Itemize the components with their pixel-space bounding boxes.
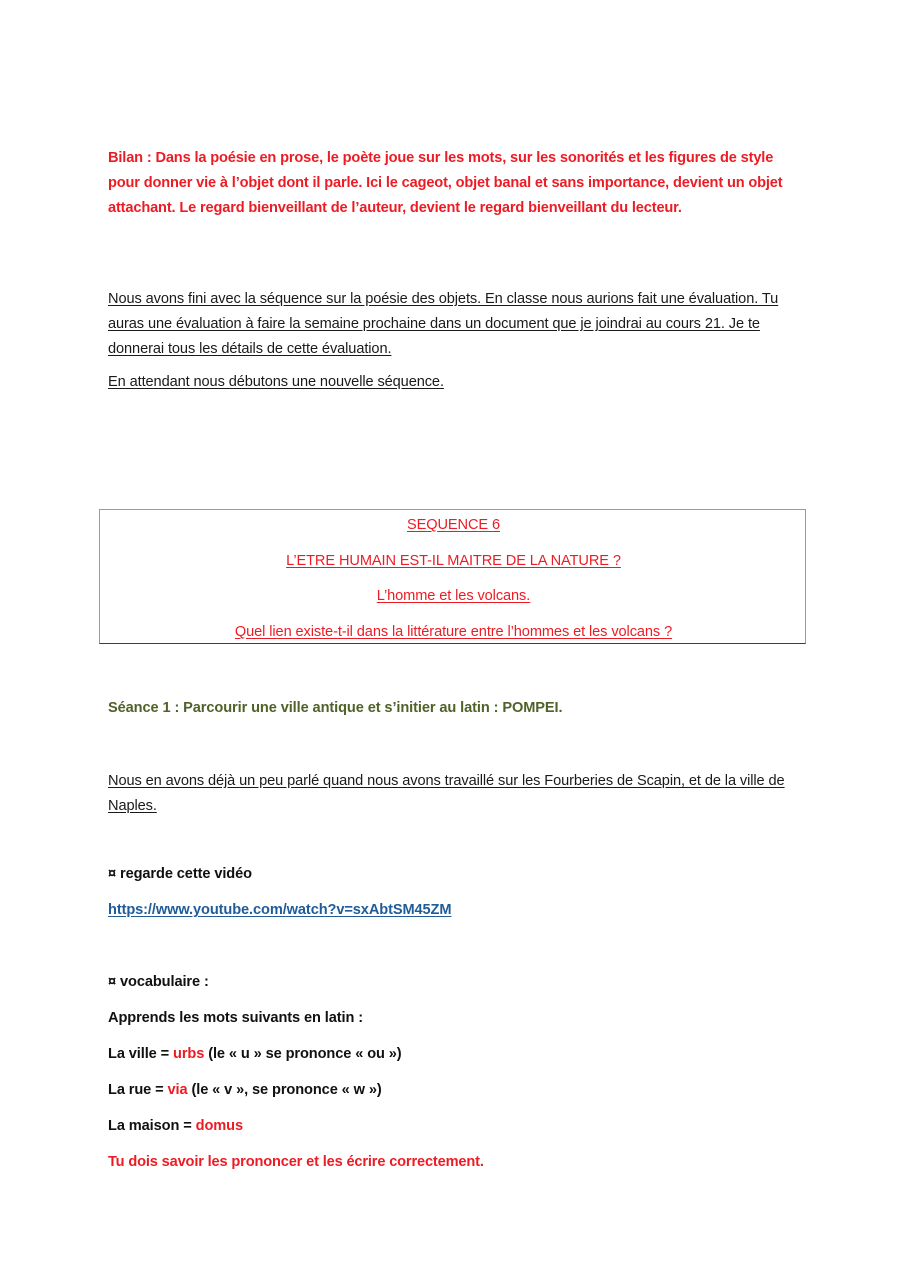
currency-bullet-icon: ¤ xyxy=(108,866,117,882)
entry-prefix: La ville = xyxy=(108,1046,174,1062)
latin-word-domus: domus xyxy=(195,1118,243,1134)
sequence-question-text: L’ETRE HUMAIN EST-IL MAITRE DE LA NATURE ? xyxy=(286,553,621,569)
sequence-box-line-2 xyxy=(100,553,807,569)
entry-suffix: (le « v », se prononce « w ») xyxy=(187,1082,382,1098)
entry-prefix: La rue = xyxy=(108,1082,168,1098)
latin-word-urbs: urbs xyxy=(173,1046,205,1062)
video-instruction-label: regarde cette vidéo xyxy=(120,866,252,882)
vocabulary-entry-ville xyxy=(108,1042,808,1067)
vocabulary-bullet-line xyxy=(108,970,808,995)
vocabulary-entry-rue xyxy=(108,1078,808,1103)
scapin-paragraph: Nous en avons déjà un peu parlé quand nous avons travaillé sur les Fourberies de Scapin, et de la ville de Naples. xyxy=(108,773,785,815)
new-sequence-paragraph: En attendant nous débutons une nouvelle séquence. xyxy=(108,374,444,390)
sequence-box xyxy=(99,509,806,644)
vocabulary-instruction: Apprends les mots suivants en latin : xyxy=(108,1010,363,1026)
bilan-paragraph: Bilan : Dans la poésie en prose, le poète joue sur les mots, sur les sonorités et les figures de style pour donner vie à l’objet dont il parle. Ici le cageot, objet banal et sans importance, devient un objet attachant. Le regard bienveillant de l’auteur, devient le regard bienveillant du lecteur. xyxy=(108,150,783,217)
sequence-problem-text: Quel lien existe-t-il dans la littérature entre l’hommes et les volcans ? xyxy=(234,624,673,640)
sequence-number-text: SEQUENCE 6 xyxy=(406,517,501,533)
vocabulary-heading-label: vocabulaire : xyxy=(120,974,209,990)
sequence-box-line-1 xyxy=(100,517,807,533)
latin-word-via: via xyxy=(167,1082,188,1098)
vocabulary-closing-note: Tu dois savoir les prononcer et les écrire correctement. xyxy=(108,1154,484,1170)
entry-prefix: La maison = xyxy=(108,1118,196,1134)
entry-suffix: (le « u » se prononce « ou ») xyxy=(204,1046,402,1062)
sequence-box-line-3 xyxy=(100,588,807,604)
evaluation-paragraph: Nous avons fini avec la séquence sur la poésie des objets. En classe nous aurions fait une évaluation. Tu auras une évaluation à faire la semaine prochaine dans un document que je joindrai au cours 21. Je te donnerai tous les détails de cette évaluation. xyxy=(108,291,779,358)
youtube-video-link[interactable]: https://www.youtube.com/watch?v=sxAbtSM45ZM xyxy=(108,902,452,918)
video-link-line xyxy=(108,898,808,923)
sequence-box-line-4 xyxy=(100,624,807,640)
sequence-subject-text: L’homme et les volcans. xyxy=(376,588,531,604)
video-bullet-line xyxy=(108,862,808,887)
currency-bullet-icon: ¤ xyxy=(108,974,117,990)
seance-heading: Séance 1 : Parcourir une ville antique et s’initier au latin : POMPEI. xyxy=(108,700,563,716)
vocabulary-entry-maison xyxy=(108,1114,808,1139)
